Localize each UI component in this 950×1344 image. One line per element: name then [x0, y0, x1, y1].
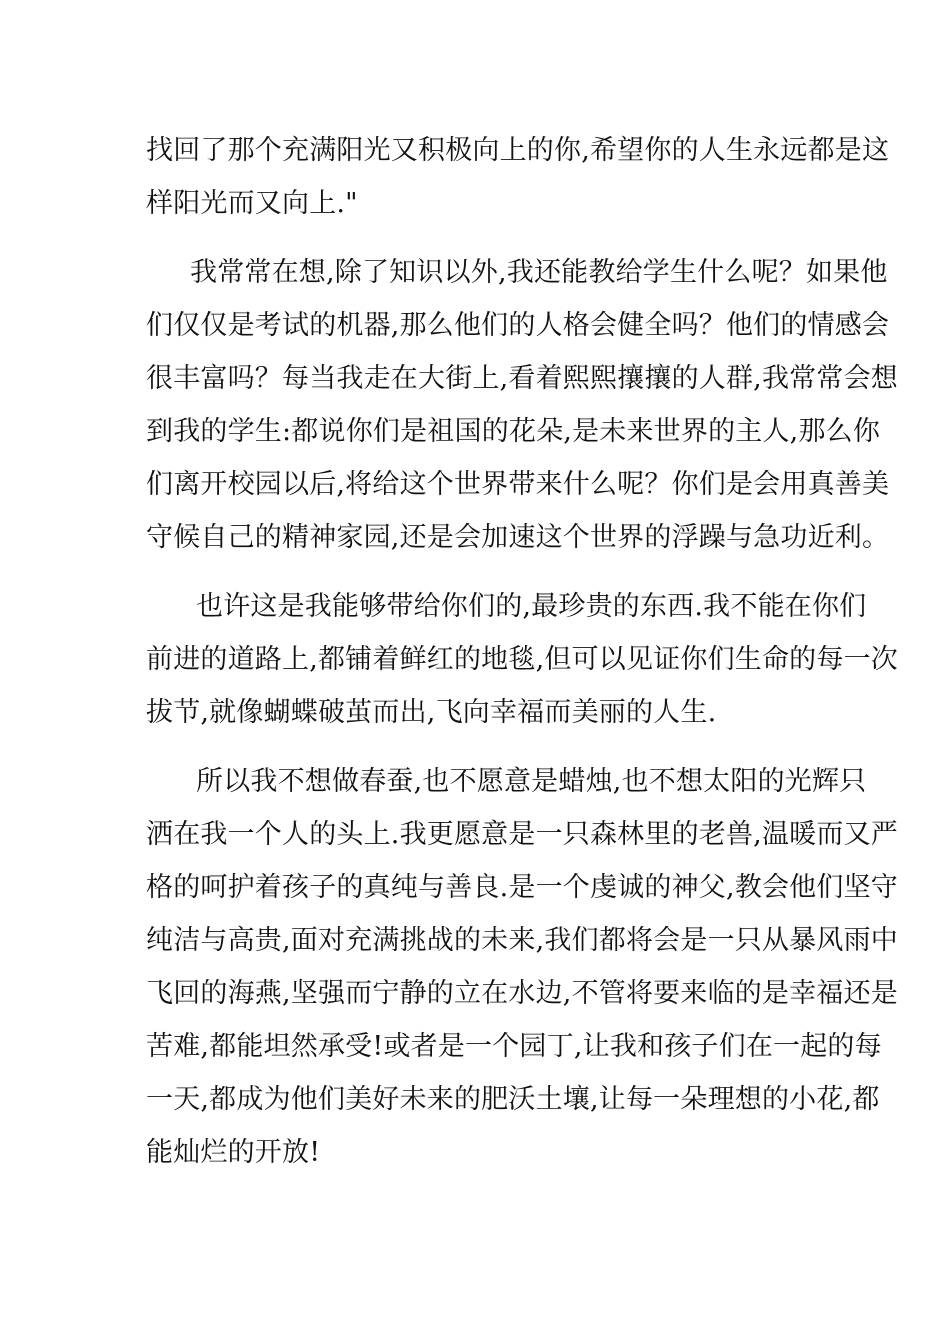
text-line: 一天,都成为他们美好未来的肥沃土壤,让每一朵理想的小花,都: [146, 1084, 880, 1115]
text-line: 样阳光而又向上.": [146, 188, 358, 219]
text-line: 所以我不想做春蚕,也不愿意是蜡烛,也不想太阳的光辉只: [196, 766, 867, 797]
body-text: [146, 124, 898, 1195]
paragraph-3: [146, 580, 898, 739]
text-line: 飞回的海燕,坚强而宁静的立在水边,不管将要来临的是幸福还是: [146, 978, 898, 1009]
text-line: 找回了那个充满阳光又积极向上的你,希望你的人生永远都是这: [146, 135, 890, 166]
text-line: 守候自己的精神家园,还是会加速这个世界的浮躁与急功近利。: [146, 522, 890, 553]
text-line: 洒在我一个人的头上.我更愿意是一只森林里的老兽,温暖而又严: [146, 819, 898, 850]
text-line: 能灿烂的开放!: [146, 1137, 321, 1168]
text-line: 也许这是我能够带给你们的,最珍贵的东西.我不能在你们: [196, 591, 867, 622]
paragraph-2: [146, 246, 898, 564]
text-line: 很丰富吗？每当我走在大街上,看着熙熙攘攘的人群,我常常会想: [146, 363, 898, 394]
text-line: 前进的道路上,都铺着鲜红的地毯,但可以见证你们生命的每一次: [146, 644, 898, 675]
text-line: 纯洁与高贵,面对充满挑战的未来,我们都将会是一只从暴风雨中: [146, 925, 898, 956]
paragraph-4: [146, 755, 898, 1179]
text-line: 拔节,就像蝴蝶破茧而出,飞向幸福而美丽的人生.: [146, 697, 717, 728]
text-line: 们仅仅是考试的机器,那么他们的人格会健全吗？他们的情感会: [146, 310, 890, 341]
paragraph-1: [146, 124, 890, 230]
text-line: 我常常在想,除了知识以外,我还能教给学生什么呢？如果他: [190, 257, 888, 288]
text-line: 格的呵护着孩子的真纯与善良.是一个虔诚的神父,教会他们坚守: [146, 872, 898, 903]
text-line: 们离开校园以后,将给这个世界带来什么呢？你们是会用真善美: [146, 469, 890, 500]
text-line: 到我的学生:都说你们是祖国的花朵,是未来世界的主人,那么你: [146, 416, 881, 447]
text-line: 苦难,都能坦然承受!或者是一个园丁,让我和孩子们在一起的每: [146, 1031, 882, 1062]
